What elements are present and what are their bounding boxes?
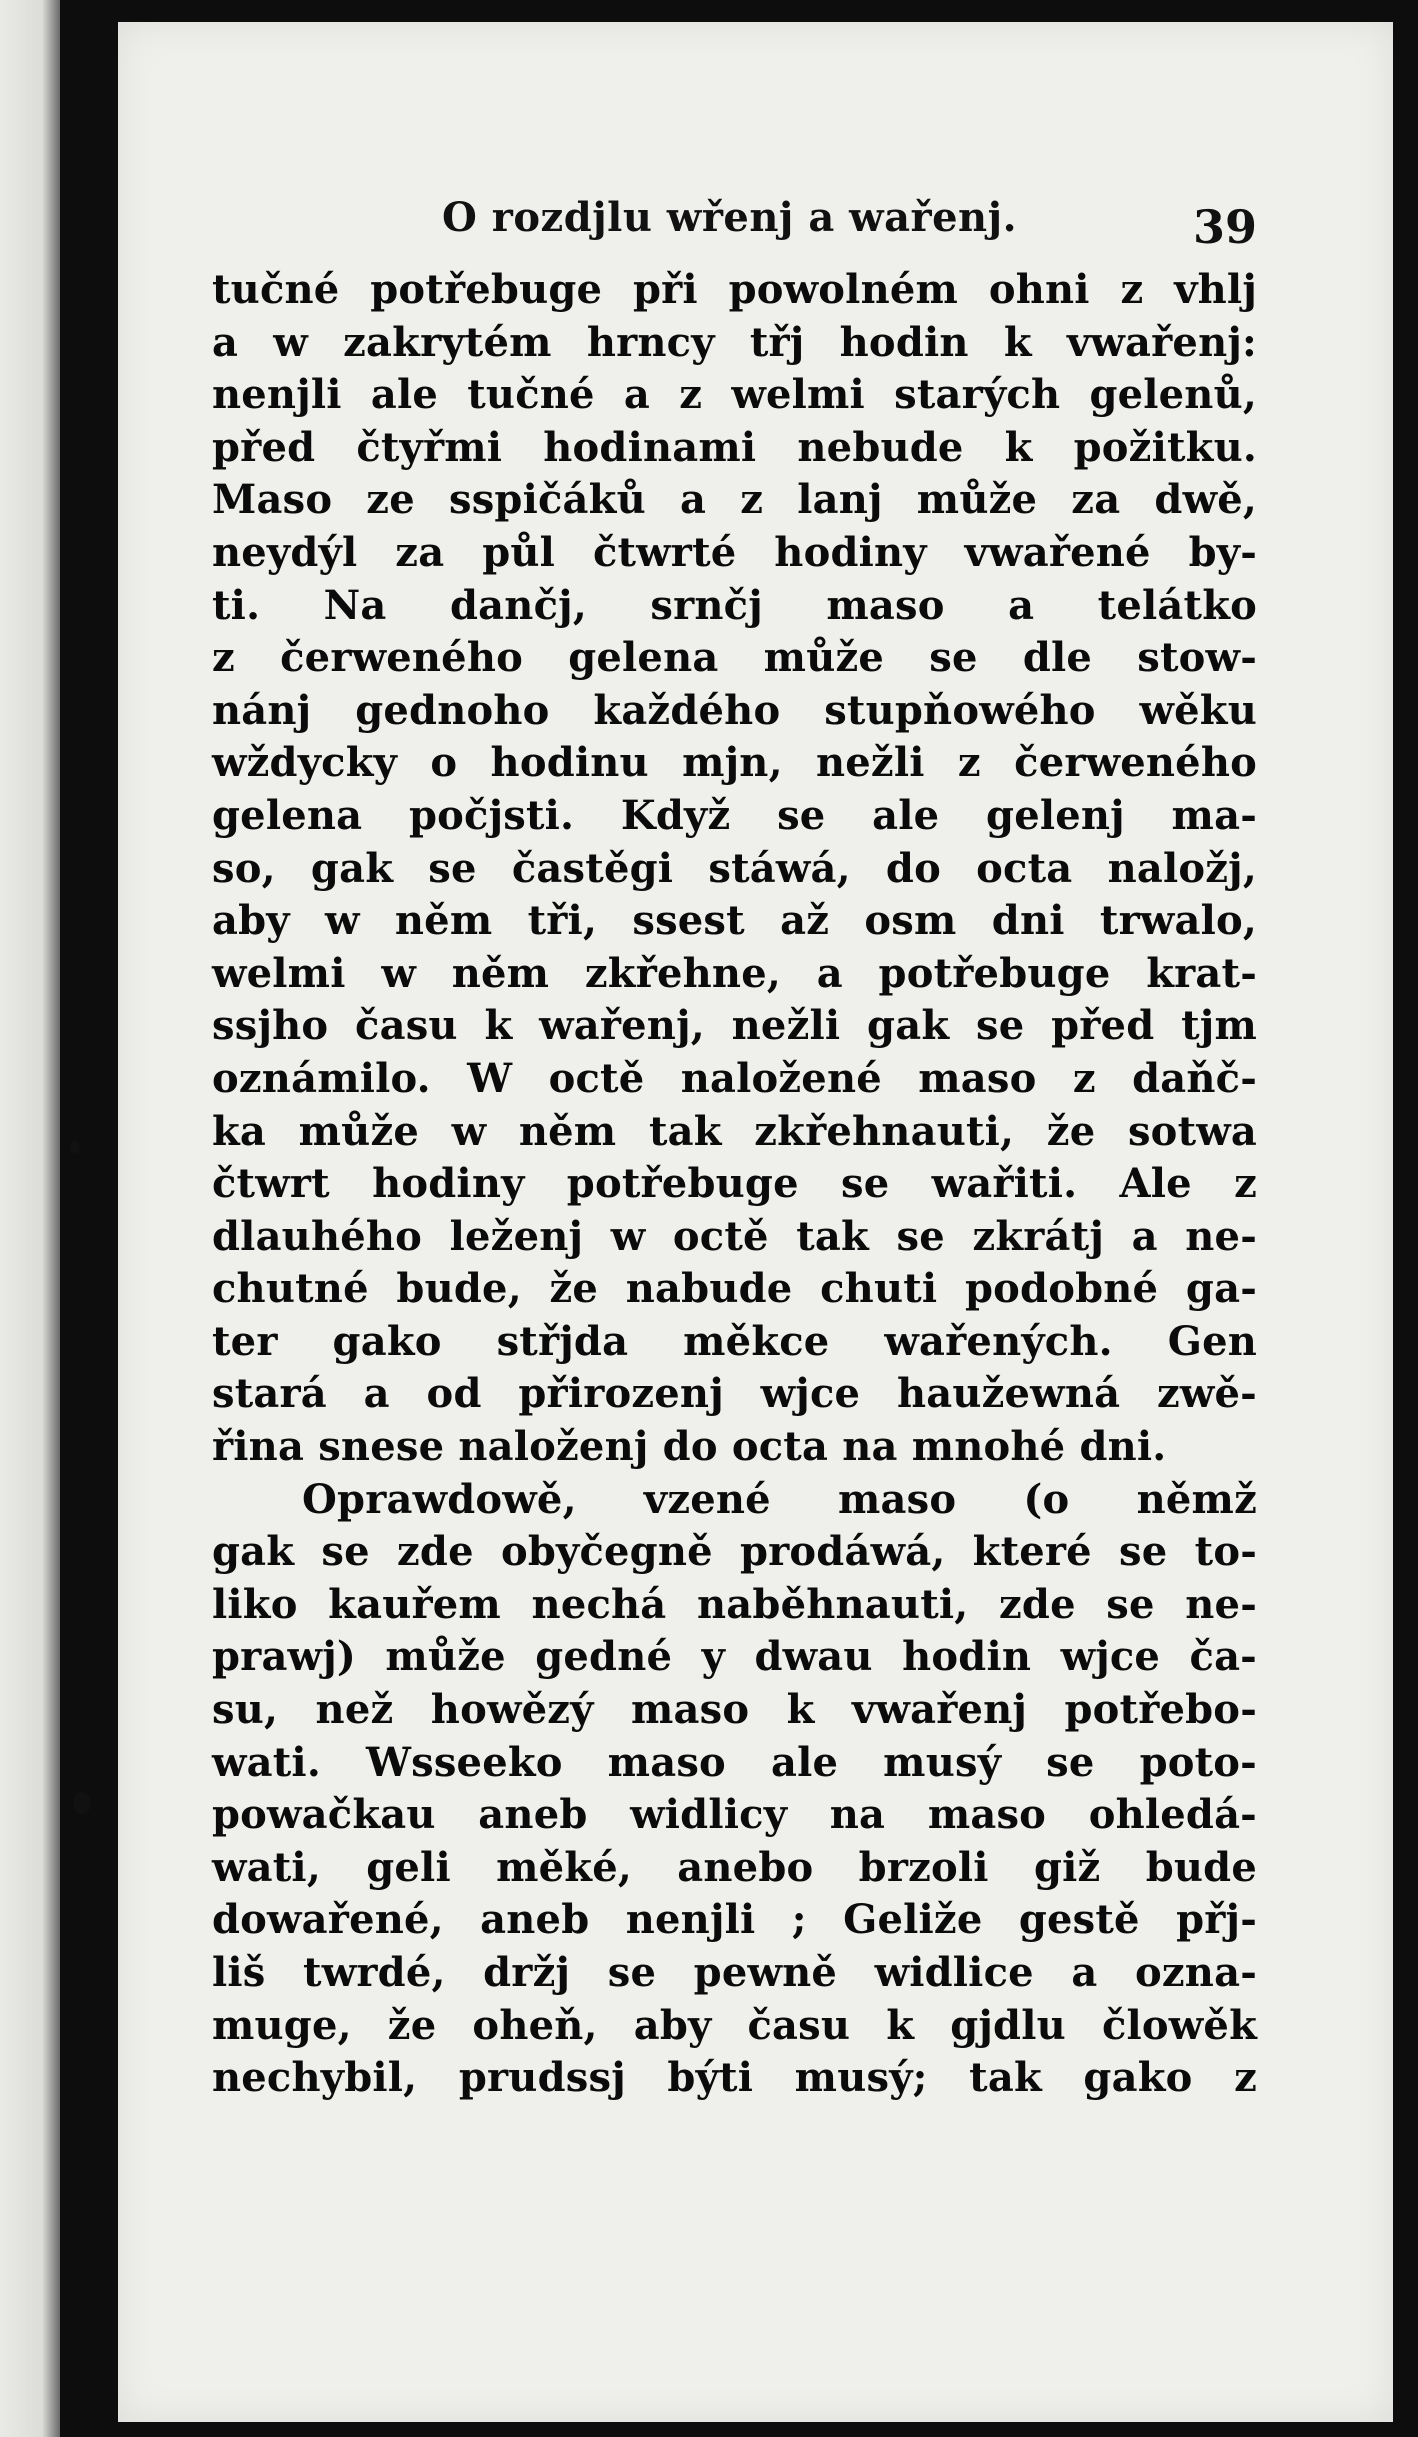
text-line: ka může w něm tak zkřehnauti, že sotwa (212, 1107, 1257, 1155)
text-line: chutné bude, že nabude chuti podobné ga- (212, 1265, 1257, 1313)
text-line: welmi w něm zkřehne, a potřebuge krat- (212, 949, 1257, 997)
text-line: wati. Wsseeko maso ale musý se poto- (212, 1738, 1257, 1786)
text-line: so, gak se častěgi stáwá, do octa naložj, (212, 844, 1257, 892)
text-line: čtwrt hodiny potřebuge se wařiti. Ale z (212, 1160, 1257, 1208)
running-head: O rozdjlu wřenj a wařenj. (442, 194, 1018, 241)
text-line: stará a od přirozenj wjce haužewná zwě- (212, 1370, 1257, 1418)
text-line: gak se zde obyčegně prodáwá, které se to- (212, 1528, 1257, 1576)
text-line: a w zakrytém hrncy třj hodin k vwařenj: (212, 318, 1257, 366)
text-line: su, než howězý maso k vwařenj potřebo- (212, 1686, 1257, 1734)
text-line: dowařené, aneb nenjli ; Geliže gestě přj- (212, 1896, 1257, 1944)
text-line: nechybil, prudssj býti musý; tak gako z (212, 2054, 1257, 2102)
text-line: gelena počjsti. Když se ale gelenj ma- (212, 791, 1257, 839)
text-line: nenjli ale tučné a z welmi starých gelenů, (212, 371, 1257, 419)
text-line: ter gako střjda měkce wařených. Gen (212, 1317, 1257, 1365)
text-line: neydýl za půl čtwrté hodiny vwařené by- (212, 528, 1257, 576)
ink-blot (70, 1140, 80, 1154)
text-line: aby w něm tři, ssest až osm dni trwalo, (212, 897, 1257, 945)
text-line: wždycky o hodinu mjn, nežli z čerweného (212, 739, 1257, 787)
text-line: dlauhého leženj w octě tak se zkrátj a ne- (212, 1212, 1257, 1260)
text-line: Maso ze sspičáků a z lanj může za dwě, (212, 476, 1257, 524)
body-text (212, 264, 1257, 2105)
text-line: oznámilo. W octě naložené maso z daňč- (212, 1054, 1257, 1102)
text-line: muge, že oheň, aby času k gjdlu člowěk (212, 2001, 1257, 2049)
text-line: tučné potřebuge při powolném ohni z vhlj (212, 266, 1257, 313)
page-content (212, 172, 1257, 2105)
page-header (212, 172, 1257, 262)
text-line: ssjho času k wařenj, nežli gak se před tjm (212, 1002, 1257, 1050)
text-line: z čerweného gelena může se dle stow- (212, 634, 1257, 682)
text-line: ti. Na dančj, srnčj maso a telátko (212, 581, 1257, 629)
text-line: nánj gednoho každého stupňowého wěku (212, 686, 1257, 734)
text-line: wati, geli měké, anebo brzoli giž bude (212, 1843, 1257, 1891)
text-line: řina snese naloženj do octa na mnohé dni. (212, 1423, 1167, 1471)
previous-page-edge (0, 0, 60, 2437)
text-line: liš twrdé, držj se pewně widlice a ozna- (212, 1949, 1257, 1996)
text-line: prawj) může gedné y dwau hodin wjce ča- (212, 1633, 1257, 1681)
book-page (118, 22, 1393, 2422)
page-number: 39 (1192, 200, 1257, 254)
ink-blot (73, 1792, 91, 1814)
text-line: powačkau aneb widlicy na maso ohledá- (212, 1791, 1257, 1839)
text-line: liko kauřem nechá naběhnauti, zde se ne- (212, 1580, 1257, 1628)
text-line: Oprawdowě, vzené maso (o němž (302, 1475, 1257, 1523)
text-line: před čtyřmi hodinami nebude k požitku. (212, 423, 1257, 471)
